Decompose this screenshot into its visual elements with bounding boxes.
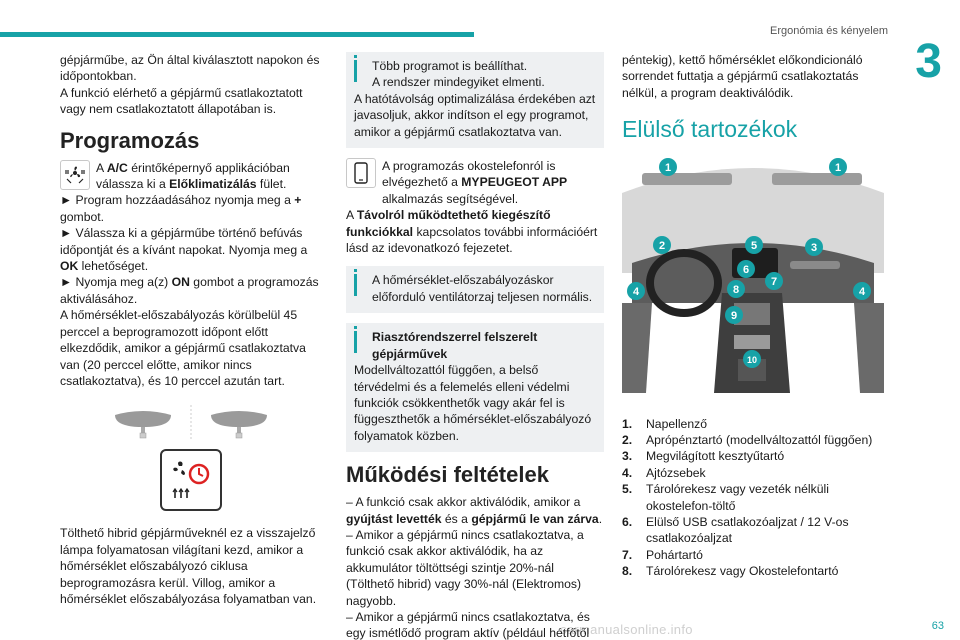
callout-label: 4 — [858, 286, 866, 299]
callout-label: 3 — [810, 242, 818, 255]
mirror-icon — [111, 405, 175, 439]
list-item: 1. Napellenző — [622, 416, 707, 431]
ac-instruction: A A/C érintőképernyő applikációban válassza ki a Előklimatizálás fület. — [60, 160, 322, 193]
callout-label: 4 — [632, 286, 640, 299]
mirror-illustration — [60, 405, 322, 439]
callout-label: 9 — [730, 310, 738, 323]
info-icon — [354, 331, 357, 353]
column-3 — [622, 52, 884, 580]
smartphone-icon — [346, 158, 376, 188]
callout-label: 5 — [750, 240, 758, 253]
intro-text: gépjárműbe, az Ön által kiválasztott napokon és időpontokban. — [60, 53, 320, 84]
accessory-list — [622, 416, 884, 580]
callout-label: 8 — [732, 284, 740, 297]
info-icon — [354, 274, 357, 296]
info-icon — [354, 60, 357, 82]
watermark: carmanualsonline.info — [560, 621, 693, 637]
list-item: 6. Elülső USB csatlakozóaljzat / 12 V-os csatlakozóaljzat — [622, 515, 849, 546]
intro-text-2: A funkció elérhető a gépjármű csatlakoztatott vagy nem csatlakoztatott állapotában is. — [60, 85, 303, 117]
list-item: 8. Tárolórekesz vagy Okostelefontartó — [622, 564, 839, 579]
chapter-number: 3 — [915, 35, 942, 88]
list-item: 4. Ajtózsebek — [622, 465, 706, 480]
list-item: 2. Aprópénztartó (modellváltozattól függően) — [622, 433, 873, 448]
info-box-fan-noise: A hőmérséklet-előszabályozáskor előforduló ventilátorzaj teljesen normális. — [346, 266, 604, 313]
timing-note: A hőmérséklet-előszabályozás körülbelül 45 perccel a beprogramozott időpont előtt elkezdődik, amikor a gépjármű csatlakoztatva van (20 perccel előtte, amikor nincs csatlakoztatva), és 10 perccel azután tart. — [60, 308, 306, 388]
ac-fan-icon — [60, 160, 90, 190]
mirror-icon — [207, 405, 271, 439]
running-header: Ergonómia és kényelem — [769, 25, 888, 37]
callout-label: 1 — [834, 162, 842, 175]
list-item: 7. Pohártartó — [622, 547, 703, 562]
callout-label: 2 — [658, 240, 666, 253]
divider-line — [189, 405, 193, 439]
info-box-programs: Több programot is beállíthat. A rendszer mindegyiket elmenti. A hatótávolság optimalizálása érdekében azt javasoljuk, akkor indítson el egy programot, amikor a gépjármű csatlakoztatva van. — [346, 52, 604, 148]
fan-clock-icon — [160, 449, 222, 511]
car-interior-illustration — [622, 153, 884, 393]
section-heading-programming: Programozás — [60, 127, 200, 153]
callout-label: 1 — [664, 162, 672, 175]
hybrid-note: Tölthető hibrid gépjárműveknél ez a visszajelző lámpa folyamatosan világítani kezd, amikor a hőmérséklet előszabályozó ciklusa beprogramozásra kerül. Villog, amikor a hőmérséklet előszabályozása folyamatban van. — [60, 526, 317, 606]
condition-3: – Amikor a gépjármű nincs csatlakoztatva, és egy ismétlődő program aktív (például hétfőtől — [346, 609, 590, 640]
column-1 — [60, 52, 322, 607]
app-more-info: A Távolról működtethető kiegészítő funkciókkal kapcsolatos további információért lásd az idevonatkozó fejezetet. — [346, 208, 598, 256]
list-item: 5. Tárolórekesz vagy vezeték nélküli okostelefon-töltő — [622, 482, 829, 513]
callout-label: 10 — [746, 355, 758, 366]
condition-1: – A funkció csak akkor aktiválódik, amikor a gyújtást levették és a gépjármű le van zárva. — [346, 495, 603, 526]
continued-text: péntekig), kettő hőmérséklet előkondicionáló sorrendet futtatja a gépjármű csatlakoztatás nélkül, a program deaktiválódik. — [622, 53, 863, 100]
condition-2: – Amikor a gépjármű nincs csatlakoztatva, a funkció csak akkor aktiválódik, ha az akkumulátor töltöttségi szintje 20%-nál (Tölthető hibrid) vagy 30%-nál (Elektromos) nagyobb. — [346, 527, 584, 608]
header-accent-bar — [0, 32, 474, 37]
list-item: 3. Megvilágított kesztyűtartó — [622, 449, 785, 464]
info-box-alarm: Riasztórendszerrel felszerelt gépjárművek Modellváltozattól függően, a belső térvédelmi és a felemelés elleni védelmi funkciók csökkenthetők vagy akár fel is függeszthetők a hőmérséklet-előszabályozó folyamatok közben. — [346, 323, 604, 452]
step-1: ► Program hozzáadásához nyomja meg a + gombot. — [60, 193, 302, 224]
callout-label: 6 — [742, 264, 750, 277]
section-heading-front-accessories: Elülső tartozékok — [622, 116, 798, 143]
section-heading-conditions: Működési feltételek — [346, 462, 549, 488]
callout-label: 7 — [770, 276, 778, 289]
app-instruction: A programozás okostelefonról is elvégezhető a MYPEUGEOT APP alkalmazás segítségével. — [346, 158, 604, 207]
step-2: ► Válassza ki a gépjárműbe történő befúvás időpontját és a kívánt napokat. Nyomja meg a OK lehetőséget. — [60, 226, 308, 274]
column-2 — [346, 52, 604, 640]
page-number: 63 — [931, 619, 944, 632]
step-3: ► Nyomja meg a(z) ON gombot a programozás aktiválásához. — [60, 275, 319, 306]
